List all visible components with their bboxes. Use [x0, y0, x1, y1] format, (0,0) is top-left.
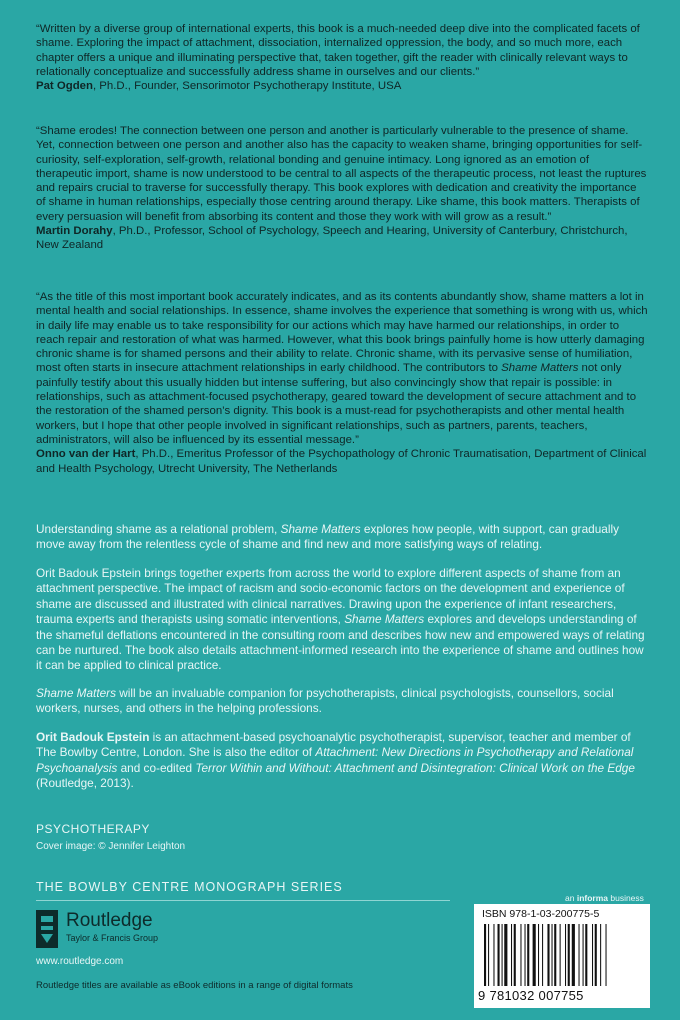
endorser-name: Pat Ogden	[36, 80, 93, 93]
barcode-bar	[488, 924, 489, 986]
barcode-bar	[533, 924, 536, 986]
book-title-inline: Shame Matters	[36, 686, 116, 700]
barcode-bar	[585, 924, 587, 986]
author-bio: Orit Badouk Epstein is an attachment-based psychoanalytic psychotherapist, supervisor, teacher and member of The Bowlby Centre, London. She is also the editor of Attachment: New Directions in Psychotherapy and Relational Psychoanalysis and co-edited Terror Within and Without: Attachment and Disintegration: Clinical Work on the Edge (Routledge, 2013).	[36, 730, 635, 791]
informa-business-label: an informa business	[565, 893, 644, 903]
endorsement-pat-ogden	[36, 22, 648, 93]
barcode-bar	[525, 924, 526, 986]
book-title-inline: Shame Matters	[344, 612, 425, 627]
barcode-bar	[572, 924, 575, 986]
barcode-bar	[514, 924, 516, 986]
barcode-bar	[565, 924, 566, 986]
endorsement-quote: “Written by a diverse group of international experts, this book is a much-needed deep dive into the complicated facets of shame. Exploring the impact of attachment, dissociation, internalized oppression, the body, and so much more, each chapter offers a unique and illuminating perspective that, taken together, gift the reader with clinically relevant ways to relationally conceptualize and successfully address shame in ourselves and our clients.”	[36, 23, 640, 78]
barcode-bar	[527, 924, 529, 986]
barcode-bar	[579, 924, 580, 986]
barcode-bar	[600, 924, 601, 986]
barcode-bar	[538, 924, 539, 986]
barcode-bar	[592, 924, 593, 986]
barcode-bar	[547, 924, 549, 986]
barcode-bar	[493, 924, 494, 986]
routledge-mark-icon	[36, 910, 58, 948]
endorsement-onno-van-der-hart	[36, 290, 648, 476]
barcode-digits: 9 781032 007755	[478, 988, 584, 1003]
barcode-bar	[595, 924, 597, 986]
category-label: PSYCHOTHERAPY	[36, 822, 150, 836]
book-title-inline: Shame Matters	[501, 362, 579, 375]
barcode-bar	[560, 924, 561, 986]
endorsement-martin-dorahy	[36, 124, 648, 253]
description-paragraph-3: Shame Matters will be an invaluable companion for psychotherapists, clinical psychologists, counsellors, social workers, nurses, and others in the helping professions.	[36, 686, 614, 716]
divider	[36, 900, 450, 901]
barcode-bars-icon	[484, 924, 640, 986]
isbn-barcode	[474, 904, 650, 1008]
barcode-bar	[554, 924, 556, 986]
barcode-bar	[502, 924, 503, 986]
endorser-affiliation: , Ph.D., Professor, School of Psychology, Speech and Hearing, University of Canterbury, Christchurch, New Zealand	[36, 225, 628, 252]
barcode-bar	[520, 924, 521, 986]
book-title-inline: Terror Within and Without: Attachment and Disintegration: Clinical Work on the Edge	[195, 760, 635, 775]
endorser-affiliation: , Ph.D., Founder, Sensorimotor Psychotherapy Institute, USA	[92, 80, 402, 93]
description-paragraph-2: Orit Badouk Epstein brings together experts from across the world to explore different aspects of shame from an attachment perspective. The impact of racism and socio-economic factors on the development and experience of shame are discussed and illustrated with clinical narratives. Drawing upon the experience of infant researchers, trauma experts and therapists using somatic interventions, Shame Matters explores and develops understanding of the shameful deflations encountered in the consulting room and describes how new and empowered ways of relating can be nurtured. The book also details attachment-informed research into the experience of shame and outlines how it can be applied to clinical practice.	[36, 566, 645, 673]
endorser-name: Martin Dorahy	[36, 225, 113, 238]
isbn-text: ISBN 978-1-03-200775-5	[482, 908, 600, 920]
endorsement-quote-cont: not only painfully testify about this usually hidden but intense suffering, but also convincingly show that repair is possible: in relationships, such as attachment-focused psychotherapy, geared toward the development of secure attachment and to the restoration of the shamed person’s dignity. This book is a must-read for psychotherapists and other mental health workers, but I hope that other people involved in significant relationships, such as partners, parents, teachers, administrators, will also be influenced by its essential message.”	[36, 362, 637, 446]
publisher-url[interactable]: www.routledge.com	[36, 956, 124, 967]
barcode-bar	[568, 924, 570, 986]
barcode-bar	[511, 924, 512, 986]
barcode-bar	[606, 924, 607, 986]
endorsement-quote: “Shame erodes! The connection between one person and another is particularly vulnerable to the presence of shame. Yet, connection between one person and another also has the capacity to weaken shame, bringing opportunities for self-curiosity, self-exploration, self-growth, relational bonding and genuine intimacy. Long ignored as an emotion of therapeutic import, shame is now understood to be central to all aspects of the therapeutic process, not least the ruptures and repairs crucial to traverse for successfully therapy. This book explores with dedication and creativity the importance of shame in human relationships, especially those centring around therapy. Like shame, this book matters. Therapists of every persuasion will benefit from absorbing its content and those they work with will grow as a result.”	[36, 125, 647, 223]
cover-credit: Cover image: © Jennifer Leighton	[36, 841, 186, 852]
book-title-inline: Shame Matters	[280, 522, 361, 536]
barcode-bar	[542, 924, 543, 986]
barcode-bar	[583, 924, 584, 986]
endorsement-quote: “As the title of this most important book accurately indicates, and as its contents abundantly show, shame matters a lot in mental health and social relationships. In essence, shame involves the experience that something is wrong with us, which in daily life may enable us to take responsibility for our actions which may have harmed our relationships, in order to reach repair and restoration of what was harmed. However, what this book brings painfully home is how utterly damaging chronic shame is for shamed persons and their ability to relate. Chronic shame, with its pervasive sense of humiliation, most often starts in insecure attachment relationships in early childhood. The contributors to	[36, 291, 648, 375]
ebook-note: Routledge titles are available as eBook editions in a range of digital formats	[36, 980, 353, 991]
author-name: Orit Badouk Epstein	[36, 730, 150, 744]
series-title: THE BOWLBY CENTRE MONOGRAPH SERIES	[36, 880, 343, 894]
informa-brand: informa	[576, 893, 608, 903]
barcode-bar	[552, 924, 553, 986]
endorser-affiliation: , Ph.D., Emeritus Professor of the Psychopathology of Chronic Traumatisation, Department of Clinical and Health Psychology, Utrecht University, The Netherlands	[36, 448, 647, 475]
barcode-bar	[498, 924, 500, 986]
publisher-name: Routledge	[66, 910, 153, 931]
routledge-logo	[36, 908, 216, 954]
barcode-bar	[484, 924, 486, 986]
endorser-name: Onno van der Hart	[36, 448, 136, 461]
barcode-bar	[504, 924, 507, 986]
description-paragraph-1: Understanding shame as a relational problem, Shame Matters explores how people, with support, can gradually move away from the relentless cycle of shame and find new and more satisfying ways of relating.	[36, 522, 619, 552]
publisher-subtitle: Taylor & Francis Group	[66, 933, 159, 943]
book-title-inline: Attachment: New Directions in Psychotherapy and Relational Psychoanalysis	[36, 745, 634, 775]
